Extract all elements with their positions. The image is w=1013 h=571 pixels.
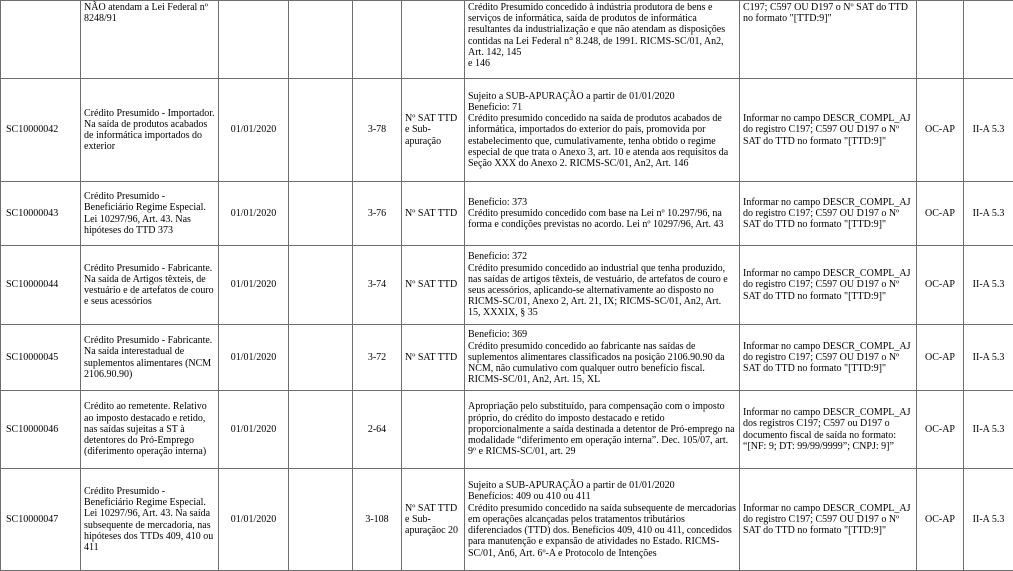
row-type: OC-AP [917,182,964,246]
row-details: Beneficio: 369 Crédito presumido concedido ao fabricante nas saídas de suplementos alimentares classificados na posição 2106.90.90 da NCM, não cumulativo com qualquer outro benefício fiscal. RICMS-SC/01, An2, Art. 15, XL [465,325,740,391]
row-details: Beneficio: 372 Crédito presumido concedido ao industrial que tenha produzido, nas saídas de artigos têxteis, de vestuário, de artefatos de couro e seus acessórios, aplicando-se alternativamente ao disposto no RICMS-SC/01, Anexo 2, Art. 21, IX; RICMS-SC/01, An2, Art. 15, XXXIX, § 35 [465,246,740,325]
row-code: SC10000045 [1,325,81,391]
row-requirement: Nº SAT TTD e Sub-apuraçãoc 20 [402,469,465,571]
row-description: Crédito Presumido - Importador. Na saída de produtos acabados de informática importados do exterior [81,79,219,182]
row-reference [353,1,402,79]
row-reference: 2-64 [353,391,402,469]
row-code [1,1,81,79]
row-instructions: C197; C597 OU D197 o Nº SAT do TTD no formato "[TTD:9]" [740,1,917,79]
row-section: II-A 5.3 [964,182,1013,246]
row-type: OC-AP [917,325,964,391]
row-instructions: Informar no campo DESCR_COMPL_AJ do registro C197; C597 OU D197 o Nº SAT do TTD no formato "[TTD:9]" [740,182,917,246]
row-section: II-A 5.3 [964,79,1013,182]
row-reference: 3-74 [353,246,402,325]
row-empty-cell [289,79,353,182]
row-instructions: Informar no campo DESCR_COMPL_AJ dos registros C197; C597 ou D197 o documento fiscal de saída no formato: “[NF: 9; DT: 99/99/9999”; CNPJ: 9]” [740,391,917,469]
row-empty-cell [289,391,353,469]
row-description: Crédito Presumido - Fabricante. Na saída interestadual de suplementos alimentares (NCM 2106.90.90) [81,325,219,391]
table-row [1,391,1013,469]
table-row [1,182,1013,246]
row-description: Crédito Presumido - Beneficiário Regime Especial. Lei 10297/96, Art. 43. Nas hipóteses do TTD 373 [81,182,219,246]
row-description: Crédito ao remetente. Relativo ao imposto destacado e retido, nas saídas sujeitas a ST à detentores do Pró-Emprego (diferimento operação interna) [81,391,219,469]
row-description: NÃO atendam a Lei Federal nº 8248/91 [81,1,219,79]
row-section: II-A 5.3 [964,246,1013,325]
row-section [964,1,1013,79]
row-reference: 3-108 [353,469,402,571]
row-requirement: Nº SAT TTD [402,246,465,325]
row-description: Crédito Presumido - Fabricante. Na saída de Artigos têxteis, de vestuário e de artefatos de couro e seus acessórios [81,246,219,325]
row-type: OC-AP [917,79,964,182]
row-code: SC10000043 [1,182,81,246]
row-details: Apropriação pelo substituído, para compensação com o imposto próprio, do crédito do imposto destacado e retido proporcionalmente a saída destinada a detentor de Pró-emprego na modalidade “diferimento em operação interna”. Dec. 105/07, art. 9º e RICMS-SC/01, art. 29 [465,391,740,469]
row-requirement: Nº SAT TTD [402,325,465,391]
row-instructions: Informar no campo DESCR_COMPL_AJ do registro C197; C597 OU D197 o Nº SAT do TTD no formato "[TTD:9]" [740,469,917,571]
row-type: OC-AP [917,391,964,469]
row-details: Sujeito a SUB-APURAÇÃO a partir de 01/01/2020 Beneficio: 71 Crédito presumido concedido na saída de produtos acabados de informática, importados do exterior do país, promovida por estabelecimento que, cumulativamente, tenha obtido o regime especial de que trata o Anexo 3, art. 10 e atenda aos requisitos da Seção XXX do Anexo 2. RICMS-SC/01, An2, Art. 146 [465,79,740,182]
row-section: II-A 5.3 [964,391,1013,469]
row-code: SC10000044 [1,246,81,325]
row-empty-cell [289,182,353,246]
row-requirement: Nº SAT TTD e Sub-apuração [402,79,465,182]
row-empty-cell [289,1,353,79]
row-details: Beneficio: 373 Crédito presumido concedido com base na Lei nº 10.297/96, na forma e condições previstas no acordo. Lei nº 10297/96, Art. 43 [465,182,740,246]
row-instructions: Informar no campo DESCR_COMPL_AJ do registro C197; C597 OU D197 o Nº SAT do TTD no formato "[TTD:9]" [740,325,917,391]
row-type: OC-AP [917,246,964,325]
row-reference: 3-78 [353,79,402,182]
row-date: 01/01/2020 [219,79,289,182]
row-instructions: Informar no campo DESCR_COMPL_AJ do registro C197; C597 OU D197 o Nº SAT do TTD no formato "[TTD:9]" [740,246,917,325]
row-section: II-A 5.3 [964,469,1013,571]
row-description: Crédito Presumido - Beneficiário Regime Especial. Lei 10297/96, Art. 43. Na saída subsequente de mercadoria, nas hipóteses dos TTDs 409, 410 ou 411 [81,469,219,571]
row-code: SC10000046 [1,391,81,469]
row-requirement: Nº SAT TTD [402,182,465,246]
table-row [1,1,1013,79]
table-row [1,246,1013,325]
row-date [219,1,289,79]
row-section: II-A 5.3 [964,325,1013,391]
row-date: 01/01/2020 [219,469,289,571]
table-row [1,469,1013,571]
row-requirement [402,391,465,469]
row-reference: 3-72 [353,325,402,391]
row-code: SC10000047 [1,469,81,571]
row-date: 01/01/2020 [219,325,289,391]
row-date: 01/01/2020 [219,391,289,469]
row-details: Sujeito a SUB-APURAÇÃO a partir de 01/01/2020 Benefícios: 409 ou 410 ou 411 Crédito presumido concedido na saída subsequente de mercadorias em operações alcançadas pelos tratamentos tributários diferenciados (TTD) dos. Benefícios 409, 410 ou 411, concedidos para manutenção e expansão de atividades no Estado. RICMS-SC/01, An6, Art. 6º-A e Protocolo de Intenções [465,469,740,571]
table-row [1,325,1013,391]
row-empty-cell [289,469,353,571]
row-reference: 3-76 [353,182,402,246]
row-date: 01/01/2020 [219,246,289,325]
row-instructions: Informar no campo DESCR_COMPL_AJ do registro C197; C597 OU D197 o Nº SAT do TTD no formato "[TTD:9]" [740,79,917,182]
row-empty-cell [289,325,353,391]
row-empty-cell [289,246,353,325]
row-type: OC-AP [917,469,964,571]
row-type [917,1,964,79]
table-row [1,79,1013,182]
row-requirement [402,1,465,79]
row-date: 01/01/2020 [219,182,289,246]
row-code: SC10000042 [1,79,81,182]
row-details: Crédito Presumido concedido à indústria produtora de bens e serviços de informática, saída de produtos de informática resultantes da industrialização e que não atendam as disposições contidas na Lei Federal n° 8.248, de 1991. RICMS-SC/01, An2, Art. 142, 145 e 146 [465,1,740,79]
